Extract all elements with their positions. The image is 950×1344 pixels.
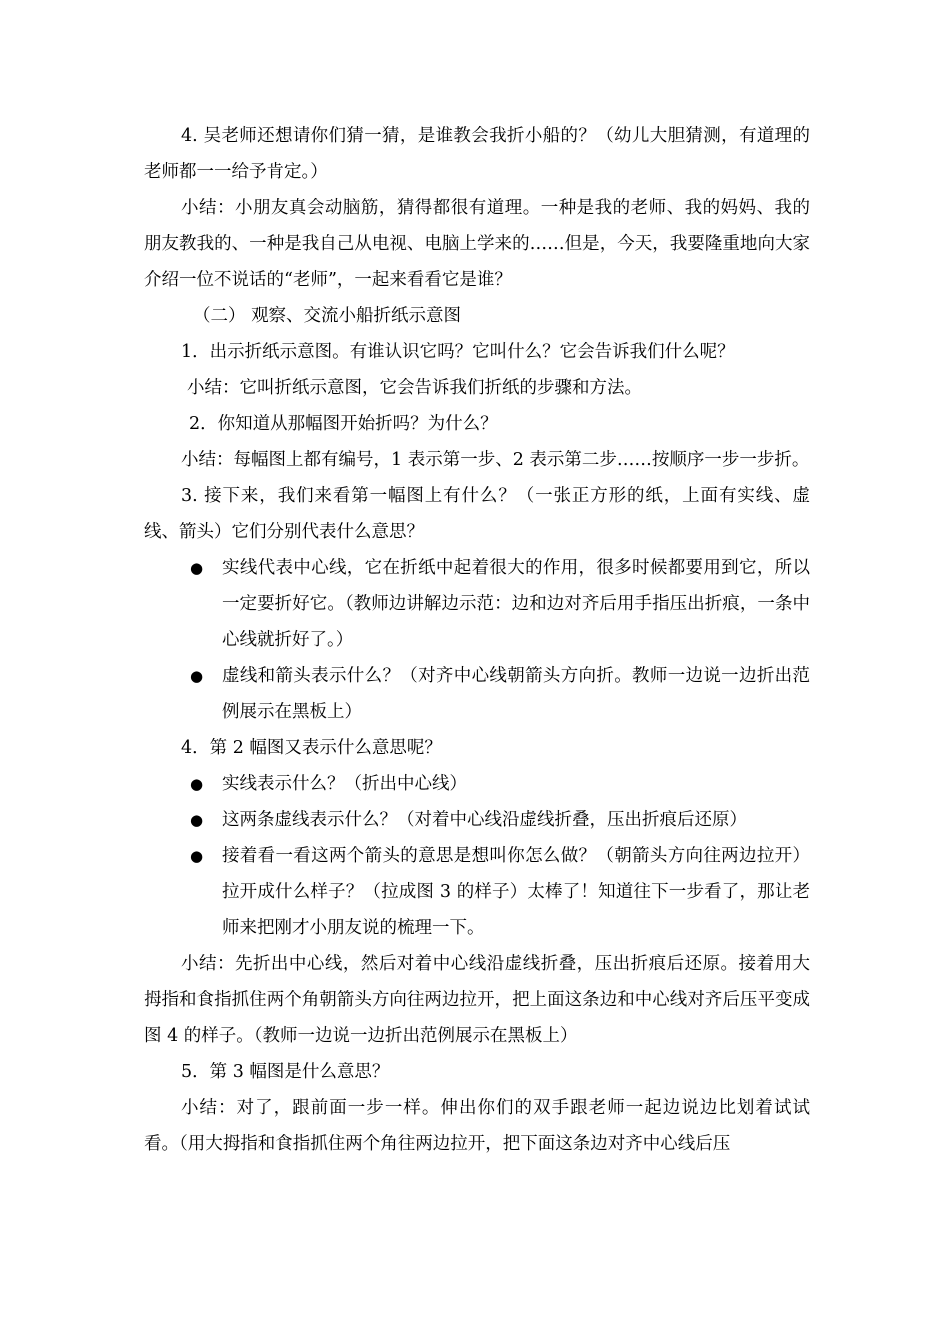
bullet-list-figure-1 — [144, 550, 810, 730]
list-item — [144, 838, 810, 946]
list-item-text: 虚线和箭头表示什么？（对齐中心线朝箭头方向折。教师一边说一边折出范例展示在黑板上） — [222, 666, 810, 722]
bullet-icon: ● — [190, 811, 204, 829]
list-item — [144, 766, 810, 802]
paragraph-start-where: 2．你知道从那幅图开始折吗？为什么？ — [189, 414, 498, 434]
bullet-icon: ● — [190, 775, 204, 793]
summary-figure-3: 小结：对了，跟前面一步一样。伸出你们的双手跟老师一起边说边比划着试试看。（用大拇指和食指抓住两个角往两边拉开，把下面这条边对齐中心线后压 — [144, 1098, 810, 1154]
list-item-text: 实线代表中心线，它在折纸中起着很大的作用，很多时候都要用到它，所以一定要折好它。（教师边讲解边示范：边和边对齐后用手指压出折痕，一条中心线就折好了。） — [222, 558, 810, 650]
list-item — [144, 802, 810, 838]
list-item-text: 实线表示什么？（折出中心线） — [222, 774, 467, 794]
list-item-text: 接着看一看这两个箭头的意思是想叫你怎么做？（朝箭头方向往两边拉开）拉开成什么样子？（拉成图 3 的样子）太棒了！知道往下一步看了，那让老师来把刚才小朋友说的梳理一下。 — [222, 846, 810, 938]
bullet-icon: ● — [190, 667, 204, 685]
paragraph-first-figure: 3. 接下来，我们来看第一幅图上有什么？（一张正方形的纸，上面有实线、虚线、箭头）它们分别代表什么意思？ — [144, 486, 810, 542]
paragraph-show-diagram: 1．出示折纸示意图。有谁认识它吗？它叫什么？它会告诉我们什么呢？ — [181, 342, 735, 362]
section-heading-observe: （二） 观察、交流小船折纸示意图 — [193, 306, 462, 326]
summary-guess: 小结：小朋友真会动脑筋，猜得都很有道理。一种是我的老师、我的妈妈、我的朋友教我的、一种是我自己从电视、电脑上学来的……但是，今天，我要隆重地向大家介绍一位不说话的“老师”，一起来看看它是谁？ — [144, 198, 810, 290]
paragraph-guess-teacher: 4. 吴老师还想请你们猜一猜，是谁教会我折小船的？（幼儿大胆猜测，有道理的老师都一一给予肯定。） — [144, 126, 810, 182]
list-item-text: 这两条虚线表示什么？（对着中心线沿虚线折叠，压出折痕后还原） — [222, 810, 747, 830]
bullet-icon: ● — [190, 559, 204, 577]
bullet-list-figure-2 — [144, 766, 810, 946]
list-item — [144, 658, 810, 730]
summary-figure-2: 小结：先折出中心线，然后对着中心线沿虚线折叠，压出折痕后还原。接着用大拇指和食指抓住两个角朝箭头方向往两边拉开，把上面这条边和中心线对齐后压平变成图 4 的样子。（教师一边说一边折出范例展示在黑板上） — [144, 954, 810, 1046]
bullet-icon: ● — [190, 847, 204, 865]
list-item — [144, 550, 810, 658]
summary-numbering: 小结：每幅图上都有编号，1 表示第一步、2 表示第二步……按顺序一步一步折。 — [181, 450, 810, 470]
summary-diagram: 小结：它叫折纸示意图，它会告诉我们折纸的步骤和方法。 — [187, 378, 642, 398]
paragraph-third-figure: 5．第 3 幅图是什么意思？ — [181, 1062, 390, 1082]
document-body — [144, 118, 810, 1162]
paragraph-second-figure: 4．第 2 幅图又表示什么意思呢？ — [181, 738, 442, 758]
